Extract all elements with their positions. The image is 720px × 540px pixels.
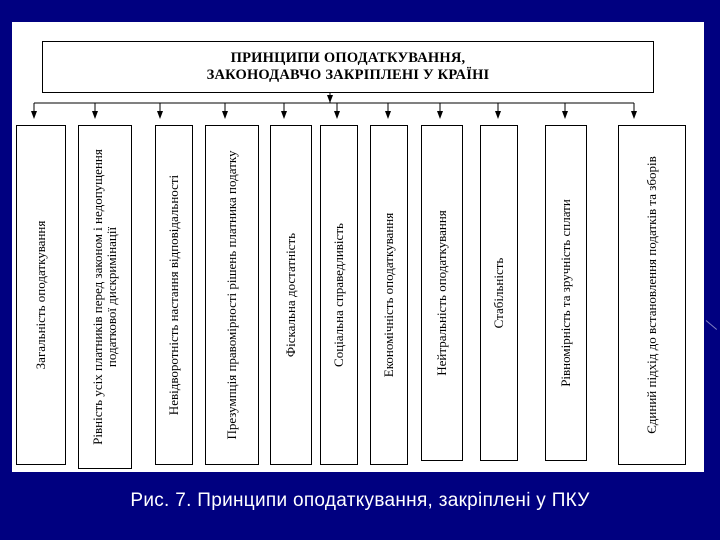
principle-box-inevitability (155, 125, 193, 465)
arrow-head (437, 111, 443, 119)
arrow-head (631, 111, 637, 119)
arrow-head (157, 111, 163, 119)
decorative-line (706, 320, 717, 330)
arrow-head (562, 111, 568, 119)
title-line-2: ЗАКОНОДАВЧО ЗАКРІПЛЕНІ У КРАЇНІ (206, 67, 490, 83)
principle-label: Невідворотність настання відповідальності (166, 174, 181, 416)
arrow-head (92, 111, 98, 119)
principle-label: Стабільність (491, 257, 506, 329)
arrow-head (222, 111, 228, 119)
principle-box-fiscal-sufficiency (270, 125, 312, 465)
principle-label: Соціальна справедливість (331, 223, 346, 367)
principle-box-social-justice (320, 125, 358, 465)
arrow-head (385, 111, 391, 119)
principle-box-stability (480, 125, 518, 461)
principle-label: Єдиний підхід до встановлення податків та зборів (644, 156, 659, 434)
principle-box-equality (78, 125, 132, 469)
principle-label: Нейтральність оподаткування (434, 210, 449, 376)
arrow-head (327, 95, 333, 103)
title-line-1: ПРИНЦИПИ ОПОДАТКУВАННЯ, (230, 50, 466, 66)
principle-box-neutrality (421, 125, 463, 461)
diagram-panel (12, 22, 704, 472)
principle-label: Фіскальна достатність (283, 232, 298, 358)
arrow-head (334, 111, 340, 119)
principle-box-general (16, 125, 66, 465)
principle-label: Рівність усіх платників перед законом і недопущення податкової дискримінації (90, 149, 119, 445)
figure-caption: Рис. 7. Принципи оподаткування, закріплені у ПКУ (130, 490, 590, 511)
title-box (42, 41, 654, 93)
arrow-head (495, 111, 501, 119)
principle-label: Економічність оподаткування (381, 212, 396, 378)
principle-label: Презумпція правомірності рішень платника податку (224, 150, 239, 440)
principle-box-presumption (205, 125, 259, 465)
arrow-head (281, 111, 287, 119)
arrow-head (31, 111, 37, 119)
principle-box-unified-approach (618, 125, 686, 465)
principle-box-economy (370, 125, 408, 465)
principle-label: Загальність оподаткування (33, 220, 48, 370)
principle-box-uniformity (545, 125, 587, 461)
principle-label: Рівномірність та зручність сплати (558, 199, 573, 387)
